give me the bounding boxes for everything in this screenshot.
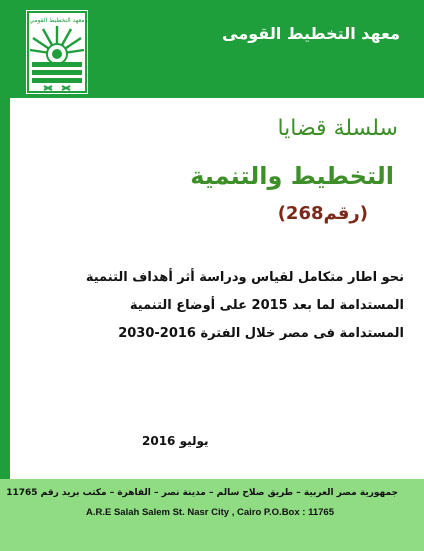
title-line-1: نحو اطار متكامل لقياس ودراسة أثر أهداف التنمية [85, 270, 404, 285]
series-subtitle: التخطيط والتنمية [190, 162, 394, 190]
series-number: (رقم268) [277, 203, 368, 224]
side-strip [0, 98, 10, 479]
publication-date: يوليو 2016 [142, 434, 209, 448]
logo-text: معهد التخطيط القومي [29, 17, 85, 24]
institute-emblem-icon [26, 10, 88, 94]
institute-logo [26, 10, 88, 94]
title-line-2: المستدامة لما بعد 2015 على أوضاع التنمية [129, 298, 404, 313]
address-arabic: جمهورية مصر العربية – طريق صلاح سالم – مدينة نصر – القاهرة – مكتب بريد رقم 11765 [6, 488, 398, 498]
title-line-3: المستدامة فى مصر خلال الفترة 2016-2030 [118, 326, 404, 341]
series-title: سلسلة قضايا [277, 116, 398, 141]
document-title [34, 264, 404, 348]
institute-name: معهد التخطيط القومى [222, 24, 400, 43]
header-band [0, 0, 424, 98]
address-english: A.R.E Salah Salem St. Nasr City , Cairo P.O.Box : 11765 [86, 507, 334, 518]
